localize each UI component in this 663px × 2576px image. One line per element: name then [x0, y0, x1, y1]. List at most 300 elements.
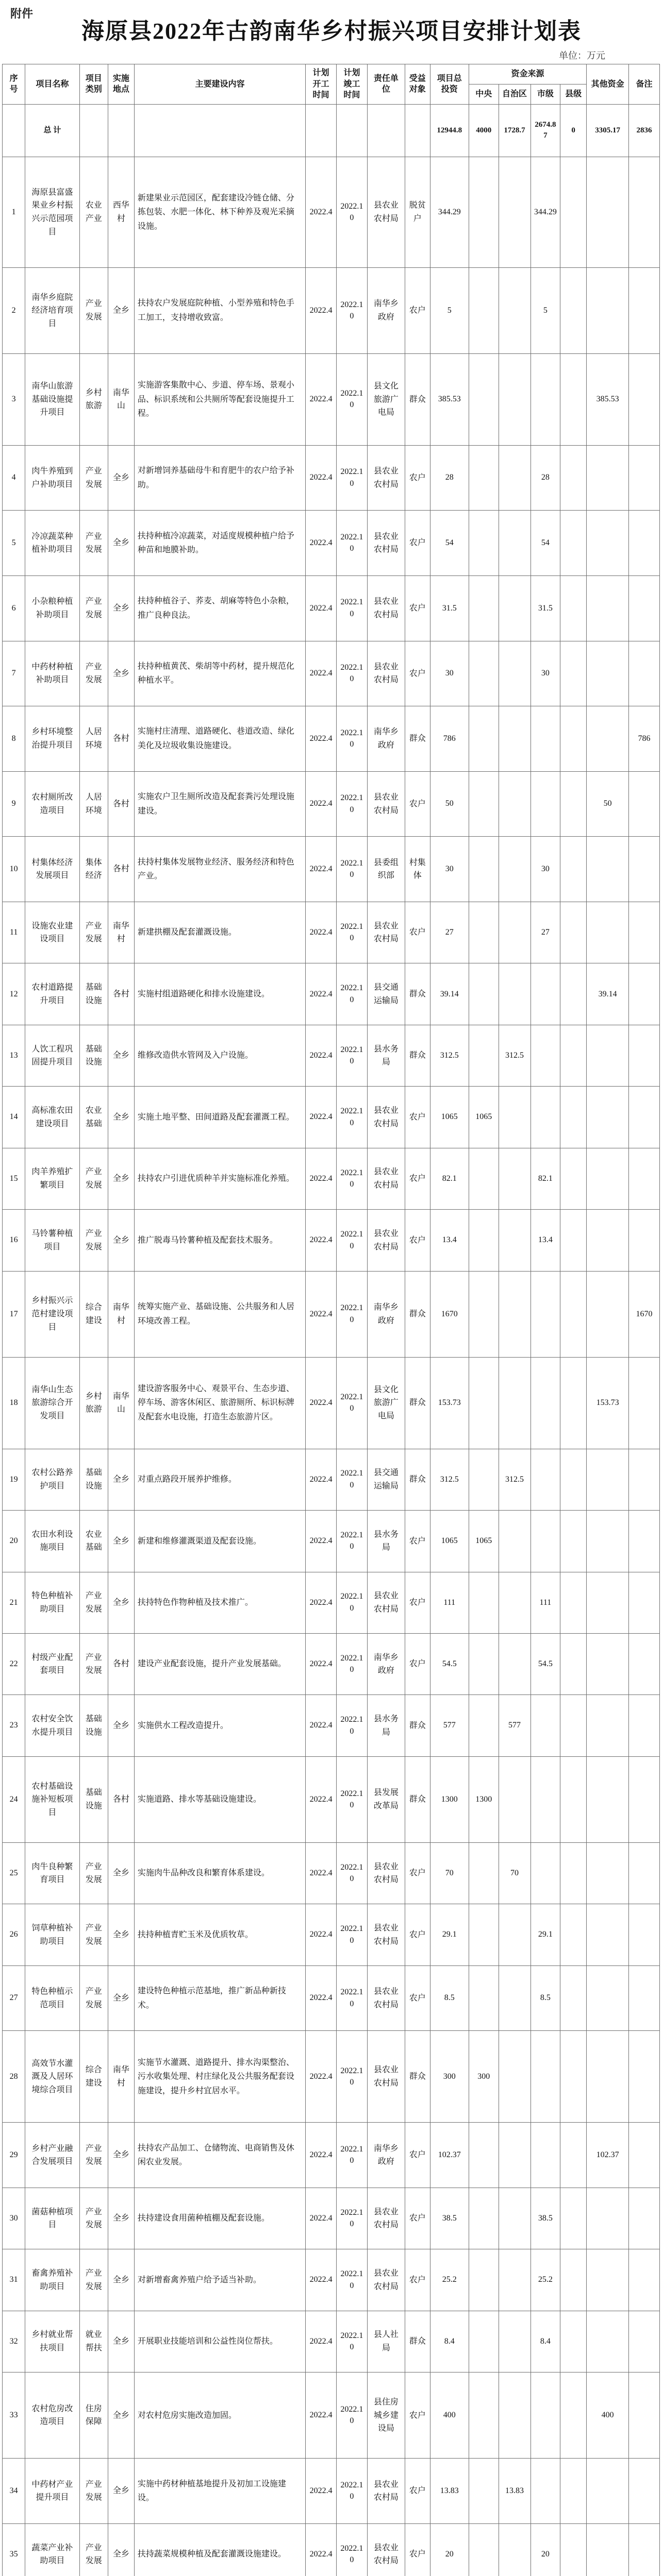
row-total-investment: 27: [430, 902, 469, 963]
row-beneficiary: 脱贫户: [405, 157, 430, 268]
row-other: [587, 2188, 629, 2249]
unit-label: 单位：万元: [559, 50, 605, 61]
row-project-name: 农村厕所改造项目: [25, 771, 79, 837]
row-other: 400: [587, 2372, 629, 2459]
row-total-investment: 344.29: [430, 157, 469, 268]
row-plan-start: 2022.4: [306, 353, 337, 445]
row-location: 全乡: [108, 2311, 134, 2372]
row-plan-start: 2022.4: [306, 2372, 337, 2459]
row-responsible: 县农业农村局: [367, 575, 405, 641]
row-plan-end: 2022.10: [336, 706, 367, 772]
row-other: [587, 1965, 629, 2031]
row-seq: 25: [3, 1842, 25, 1904]
row-central: [469, 1025, 499, 1086]
row-responsible: 县农业农村局: [367, 1965, 405, 2031]
row-responsible: 南华乡政府: [367, 706, 405, 772]
row-content: 扶持种植青贮玉米及优质牧草。: [134, 1904, 305, 1965]
row-project-name: 马铃薯种植项目: [25, 1210, 79, 1271]
row-plan-end: 2022.10: [336, 1087, 367, 1148]
row-beneficiary: 农户: [405, 641, 430, 706]
row-remark: [629, 1449, 660, 1510]
row-content: 扶持蔬菜规模种植及配套灌溉设施建设。: [134, 2523, 305, 2576]
row-content: 实施肉牛品种改良和繁育体系建设。: [134, 1842, 305, 1904]
header-content: 主要建设内容: [134, 64, 305, 105]
row-plan-end: 2022.10: [336, 771, 367, 837]
row-total-investment: 786: [430, 706, 469, 772]
row-content: 实施游客集散中心、步道、停车场、景观小品、标识系统和公共厕所等配套设施提升工程。: [134, 353, 305, 445]
row-autonomous: [499, 445, 531, 511]
row-autonomous: [499, 2372, 531, 2459]
row-autonomous: [499, 1511, 531, 1572]
row-location: 全乡: [108, 1965, 134, 2031]
row-seq: 29: [3, 2123, 25, 2188]
row-content: 开展职业技能培训和公益性岗位帮扶。: [134, 2311, 305, 2372]
row-total-investment: 8.5: [430, 1965, 469, 2031]
row-responsible: 县文化旅游广电局: [367, 1357, 405, 1449]
row-location: 全乡: [108, 2123, 134, 2188]
row-remark: [629, 641, 660, 706]
row-location: 各村: [108, 963, 134, 1025]
row-beneficiary: 群众: [405, 1271, 430, 1357]
row-project-name: 蔬菜产业补助项目: [25, 2523, 79, 2576]
row-project-name: 农村道路提升项目: [25, 963, 79, 1025]
header-beneficiary: 受益对象: [405, 64, 430, 105]
row-project-type: 产业发展: [79, 267, 108, 353]
row-project-type: 产业发展: [79, 1148, 108, 1209]
row-county: [560, 2311, 587, 2372]
row-city: [531, 1449, 560, 1510]
row-plan-end: 2022.10: [336, 2031, 367, 2123]
row-central: [469, 771, 499, 837]
row-responsible: 县农业农村局: [367, 771, 405, 837]
table-row: [3, 1695, 660, 1756]
row-other: [587, 1087, 629, 1148]
row-other: [587, 1449, 629, 1510]
row-remark: [629, 1756, 660, 1842]
table-row: [3, 1025, 660, 1086]
row-city: [531, 706, 560, 772]
row-plan-end: 2022.10: [336, 2523, 367, 2576]
row-autonomous: 312.5: [499, 1449, 531, 1510]
row-beneficiary: 群众: [405, 2311, 430, 2372]
row-other: [587, 157, 629, 268]
row-beneficiary: 农户: [405, 1842, 430, 1904]
row-project-name: 高标准农田建设项目: [25, 1087, 79, 1148]
header-autonomous: 自治区: [499, 84, 531, 104]
row-content: 维修改造供水管网及入户设施。: [134, 1025, 305, 1086]
row-city: 344.29: [531, 157, 560, 268]
row-plan-start: 2022.4: [306, 1695, 337, 1756]
row-responsible: 县交通运输局: [367, 963, 405, 1025]
total-empty-end: [336, 104, 367, 157]
header-plan-start: 计划开工时间: [306, 64, 337, 105]
row-remark: [629, 511, 660, 576]
table-row: [3, 771, 660, 837]
row-county: [560, 1904, 587, 1965]
row-county: [560, 1572, 587, 1633]
row-autonomous: 70: [499, 1842, 531, 1904]
row-autonomous: [499, 837, 531, 902]
row-other: [587, 1210, 629, 1271]
row-other: [587, 2311, 629, 2372]
project-plan-table: [2, 64, 660, 2576]
table-row: [3, 2459, 660, 2524]
row-central: [469, 902, 499, 963]
row-seq: 26: [3, 1904, 25, 1965]
total-autonomous-value: 1728.7: [499, 104, 531, 157]
total-other-value: 3305.17: [587, 104, 629, 157]
row-project-name: 冷凉蔬菜种植补助项目: [25, 511, 79, 576]
row-plan-end: 2022.10: [336, 445, 367, 511]
header-city: 市级: [531, 84, 560, 104]
row-city: 31.5: [531, 575, 560, 641]
row-project-type: 产业发展: [79, 2249, 108, 2311]
row-location: 全乡: [108, 1695, 134, 1756]
row-project-type: 产业发展: [79, 641, 108, 706]
row-responsible: 县文化旅游广电局: [367, 353, 405, 445]
row-beneficiary: 群众: [405, 963, 430, 1025]
row-plan-start: 2022.4: [306, 1210, 337, 1271]
row-content: 新建拱棚及配套灌溉设施。: [134, 902, 305, 963]
row-total-investment: 1670: [430, 1271, 469, 1357]
row-plan-start: 2022.4: [306, 267, 337, 353]
row-central: [469, 575, 499, 641]
row-other: 39.14: [587, 963, 629, 1025]
row-city: [531, 353, 560, 445]
row-content: 扶持农户发展庭院种植、小型养殖和特色手工加工，支持增收致富。: [134, 267, 305, 353]
total-remark-value: 2836: [629, 104, 660, 157]
row-city: 5: [531, 267, 560, 353]
row-other: [587, 2031, 629, 2123]
row-total-investment: 385.53: [430, 353, 469, 445]
row-city: [531, 963, 560, 1025]
row-central: 1065: [469, 1087, 499, 1148]
row-remark: [629, 2123, 660, 2188]
table-row: [3, 267, 660, 353]
table-row: [3, 837, 660, 902]
row-central: [469, 837, 499, 902]
row-plan-start: 2022.4: [306, 445, 337, 511]
row-plan-end: 2022.10: [336, 963, 367, 1025]
row-total-investment: 312.5: [430, 1025, 469, 1086]
row-content: 实施道路、排水等基础设施建设。: [134, 1756, 305, 1842]
row-county: [560, 641, 587, 706]
row-location: 各村: [108, 837, 134, 902]
row-autonomous: [499, 267, 531, 353]
row-remark: [629, 1904, 660, 1965]
table-row: [3, 445, 660, 511]
row-autonomous: [499, 511, 531, 576]
header-responsible: 责任单位: [367, 64, 405, 105]
row-other: 385.53: [587, 353, 629, 445]
row-plan-start: 2022.4: [306, 1148, 337, 1209]
row-autonomous: [499, 1756, 531, 1842]
row-responsible: 县农业农村局: [367, 2523, 405, 2576]
row-plan-end: 2022.10: [336, 267, 367, 353]
row-city: 28: [531, 445, 560, 511]
row-seq: 7: [3, 641, 25, 706]
row-beneficiary: 农户: [405, 2372, 430, 2459]
row-plan-start: 2022.4: [306, 771, 337, 837]
row-city: 54: [531, 511, 560, 576]
row-project-name: 乡村产业融合发展项目: [25, 2123, 79, 2188]
row-city: [531, 771, 560, 837]
row-project-name: 农村安全饮水提升项目: [25, 1695, 79, 1756]
row-city: [531, 1842, 560, 1904]
row-remark: 786: [629, 706, 660, 772]
row-city: 111: [531, 1572, 560, 1633]
row-other: [587, 1572, 629, 1633]
row-central: [469, 1695, 499, 1756]
row-county: [560, 2031, 587, 2123]
row-content: 扶持农户引进优质种羊并实施标准化养殖。: [134, 1148, 305, 1209]
row-other: [587, 575, 629, 641]
row-project-type: 产业发展: [79, 511, 108, 576]
row-plan-end: 2022.10: [336, 2311, 367, 2372]
row-location: 各村: [108, 771, 134, 837]
row-central: [469, 1148, 499, 1209]
row-plan-start: 2022.4: [306, 1965, 337, 2031]
table-body: [3, 104, 660, 2576]
row-total-investment: 8.4: [430, 2311, 469, 2372]
row-responsible: 县农业农村局: [367, 2031, 405, 2123]
row-project-name: 南华山生态旅游综合开发项目: [25, 1357, 79, 1449]
row-total-investment: 5: [430, 267, 469, 353]
row-city: [531, 1357, 560, 1449]
total-row: [3, 104, 660, 157]
total-investment-value: 12944.8: [430, 104, 469, 157]
row-remark: [629, 2188, 660, 2249]
row-plan-end: 2022.10: [336, 641, 367, 706]
row-remark: [629, 1148, 660, 1209]
row-responsible: 县农业农村局: [367, 1210, 405, 1271]
row-project-type: 人居环境: [79, 706, 108, 772]
row-plan-end: 2022.10: [336, 2372, 367, 2459]
row-other: [587, 2523, 629, 2576]
table-row: [3, 1449, 660, 1510]
row-plan-start: 2022.4: [306, 902, 337, 963]
row-autonomous: [499, 706, 531, 772]
row-central: [469, 2459, 499, 2524]
row-responsible: 县农业农村局: [367, 902, 405, 963]
row-location: 全乡: [108, 1572, 134, 1633]
header-total-investment: 项目总投资: [430, 64, 469, 105]
row-plan-end: 2022.10: [336, 2459, 367, 2524]
row-total-investment: 153.73: [430, 1357, 469, 1449]
row-remark: [629, 2523, 660, 2576]
row-project-type: 集体经济: [79, 837, 108, 902]
row-beneficiary: 农户: [405, 445, 430, 511]
total-empty-start: [306, 104, 337, 157]
row-plan-end: 2022.10: [336, 902, 367, 963]
row-responsible: 县交通运输局: [367, 1449, 405, 1510]
row-autonomous: [499, 641, 531, 706]
table-row: [3, 1210, 660, 1271]
row-city: [531, 1087, 560, 1148]
row-project-type: 基础设施: [79, 963, 108, 1025]
row-project-type: 产业发展: [79, 1904, 108, 1965]
row-location: 全乡: [108, 2459, 134, 2524]
table-row: [3, 2311, 660, 2372]
row-project-type: 产业发展: [79, 1572, 108, 1633]
row-autonomous: [499, 575, 531, 641]
row-remark: [629, 837, 660, 902]
row-seq: 12: [3, 963, 25, 1025]
row-seq: 34: [3, 2459, 25, 2524]
row-autonomous: [499, 1572, 531, 1633]
row-plan-start: 2022.4: [306, 1357, 337, 1449]
row-central: 1065: [469, 1511, 499, 1572]
row-beneficiary: 群众: [405, 1025, 430, 1086]
row-total-investment: 54.5: [430, 1633, 469, 1694]
row-seq: 1: [3, 157, 25, 268]
row-remark: [629, 1210, 660, 1271]
row-city: 8.5: [531, 1965, 560, 2031]
row-responsible: 县农业农村局: [367, 1904, 405, 1965]
row-project-type: 产业发展: [79, 1965, 108, 2031]
row-remark: [629, 2249, 660, 2311]
row-central: [469, 1842, 499, 1904]
row-project-name: 村集体经济发展项目: [25, 837, 79, 902]
row-seq: 31: [3, 2249, 25, 2311]
row-total-investment: 1065: [430, 1511, 469, 1572]
row-seq: 30: [3, 2188, 25, 2249]
row-city: 30: [531, 641, 560, 706]
row-city: 25.2: [531, 2249, 560, 2311]
row-total-investment: 312.5: [430, 1449, 469, 1510]
row-total-investment: 25.2: [430, 2249, 469, 2311]
row-project-type: 产业发展: [79, 2188, 108, 2249]
table-row: [3, 1756, 660, 1842]
row-project-type: 产业发展: [79, 1842, 108, 1904]
table-row: [3, 157, 660, 268]
row-responsible: 县农业农村局: [367, 1842, 405, 1904]
row-remark: [629, 1025, 660, 1086]
row-county: [560, 157, 587, 268]
row-plan-end: 2022.10: [336, 1756, 367, 1842]
row-city: 29.1: [531, 1904, 560, 1965]
row-county: [560, 963, 587, 1025]
row-plan-start: 2022.4: [306, 837, 337, 902]
row-beneficiary: 农户: [405, 2123, 430, 2188]
row-project-type: 产业发展: [79, 1633, 108, 1694]
row-other: [587, 837, 629, 902]
row-location: 全乡: [108, 1842, 134, 1904]
row-content: 建设特色种植示范基地，推广新品种新技术。: [134, 1965, 305, 2031]
row-project-type: 基础设施: [79, 1449, 108, 1510]
row-central: [469, 1271, 499, 1357]
row-other: [587, 641, 629, 706]
row-remark: [629, 2459, 660, 2524]
row-content: 实施村组道路硬化和排水设施建设。: [134, 963, 305, 1025]
row-other: 153.73: [587, 1357, 629, 1449]
row-project-name: 肉羊养殖扩繁项目: [25, 1148, 79, 1209]
row-total-investment: 30: [430, 641, 469, 706]
row-seq: 5: [3, 511, 25, 576]
row-autonomous: [499, 157, 531, 268]
row-plan-start: 2022.4: [306, 1756, 337, 1842]
row-seq: 23: [3, 1695, 25, 1756]
row-central: [469, 641, 499, 706]
row-location: 南华山: [108, 1357, 134, 1449]
row-project-type: 人居环境: [79, 771, 108, 837]
row-central: [469, 1357, 499, 1449]
row-location: 全乡: [108, 641, 134, 706]
row-seq: 9: [3, 771, 25, 837]
row-project-type: 基础设施: [79, 1695, 108, 1756]
row-beneficiary: 农户: [405, 511, 430, 576]
row-county: [560, 1695, 587, 1756]
total-empty-content: [134, 104, 305, 157]
row-county: [560, 445, 587, 511]
table-row: [3, 1148, 660, 1209]
total-central-value: 4000: [469, 104, 499, 157]
row-county: [560, 1449, 587, 1510]
row-county: [560, 1511, 587, 1572]
row-project-name: 乡村环境整治提升项目: [25, 706, 79, 772]
row-plan-end: 2022.10: [336, 2123, 367, 2188]
row-plan-end: 2022.10: [336, 1904, 367, 1965]
row-remark: [629, 1357, 660, 1449]
row-location: 全乡: [108, 1511, 134, 1572]
table-row: [3, 575, 660, 641]
row-county: [560, 2188, 587, 2249]
row-city: [531, 1695, 560, 1756]
row-plan-start: 2022.4: [306, 1087, 337, 1148]
table-row: [3, 1633, 660, 1694]
row-location: 全乡: [108, 575, 134, 641]
row-total-investment: 13.4: [430, 1210, 469, 1271]
row-beneficiary: 群众: [405, 1357, 430, 1449]
row-total-investment: 13.83: [430, 2459, 469, 2524]
row-project-name: 农村危房改造项目: [25, 2372, 79, 2459]
row-seq: 32: [3, 2311, 25, 2372]
row-total-investment: 20: [430, 2523, 469, 2576]
row-responsible: 县农业农村局: [367, 1572, 405, 1633]
row-content: 实施中药材种植基地提升及初加工设施建设。: [134, 2459, 305, 2524]
row-total-investment: 38.5: [430, 2188, 469, 2249]
row-remark: [629, 1572, 660, 1633]
row-responsible: 县农业农村局: [367, 1087, 405, 1148]
row-beneficiary: 群众: [405, 1695, 430, 1756]
row-project-name: 设施农业建设项目: [25, 902, 79, 963]
row-plan-start: 2022.4: [306, 1633, 337, 1694]
table-wrapper: [2, 64, 660, 2576]
row-county: [560, 1025, 587, 1086]
header-project-name: 项目名称: [25, 64, 79, 105]
row-beneficiary: 农户: [405, 771, 430, 837]
table-row: [3, 353, 660, 445]
row-seq: 14: [3, 1087, 25, 1148]
row-county: [560, 1087, 587, 1148]
row-location: 全乡: [108, 445, 134, 511]
row-city: 8.4: [531, 2311, 560, 2372]
row-beneficiary: 农户: [405, 1087, 430, 1148]
row-project-name: 村级产业配套项目: [25, 1633, 79, 1694]
row-other: [587, 1842, 629, 1904]
row-plan-end: 2022.10: [336, 1572, 367, 1633]
row-beneficiary: 群众: [405, 353, 430, 445]
row-other: [587, 267, 629, 353]
row-total-investment: 577: [430, 1695, 469, 1756]
row-central: [469, 2249, 499, 2311]
row-remark: [629, 771, 660, 837]
row-autonomous: [499, 353, 531, 445]
row-project-type: 乡村旅游: [79, 353, 108, 445]
row-plan-start: 2022.4: [306, 963, 337, 1025]
row-location: 全乡: [108, 1904, 134, 1965]
row-other: [587, 1025, 629, 1086]
